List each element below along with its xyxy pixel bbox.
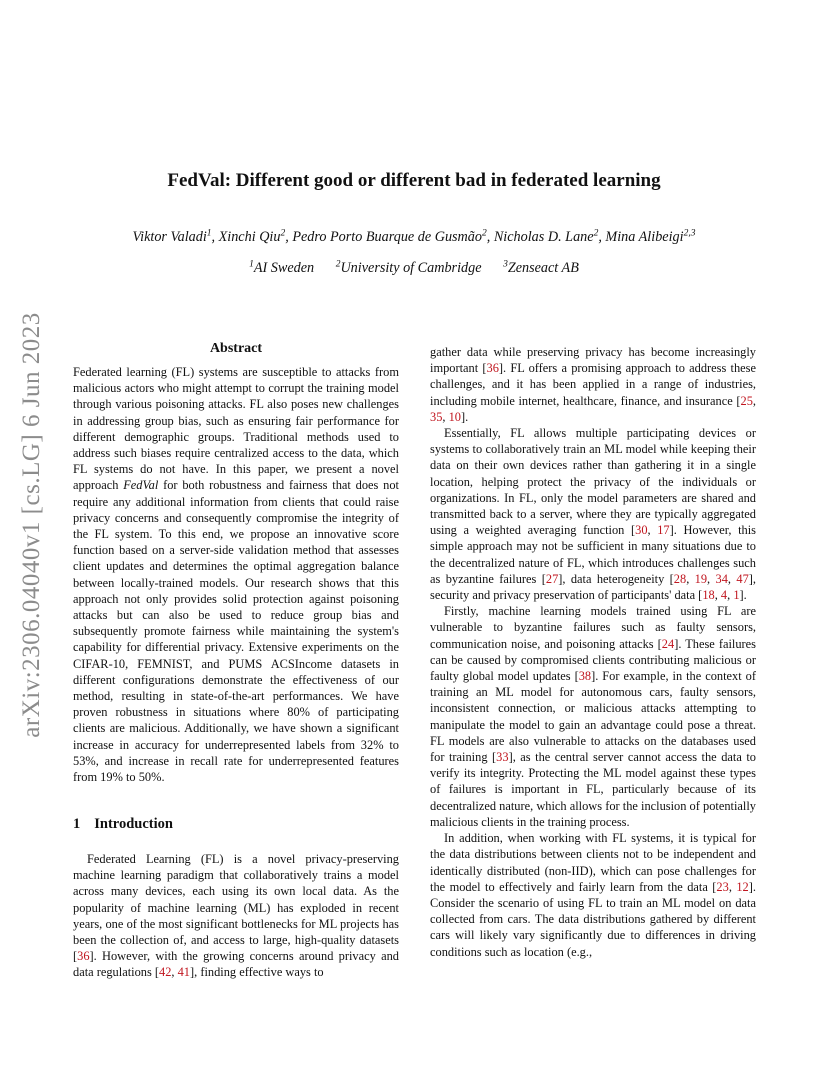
section-number: 1	[73, 816, 81, 832]
author: Viktor Valadi$^1$	[132, 228, 212, 245]
body-paragraph: gather data while preserving privacy has become increasingly important [36]. FL offers a promising approach to address these challenges, and it has been applied in a range of industries, including mobile internet, healthcare, finance, and insurance [25, 35, 10].	[430, 345, 756, 424]
author: Nicholas D. Lane$^2$	[493, 228, 599, 245]
citation-link[interactable]: 35	[430, 409, 443, 424]
abstract-body	[73, 364, 399, 785]
citation-link[interactable]: 34	[715, 571, 728, 586]
right-column	[430, 344, 756, 960]
affiliation: $^1$AI Sweden	[249, 259, 315, 276]
section-heading-introduction	[73, 816, 173, 833]
citation-link[interactable]: 27	[545, 571, 559, 586]
citation-link[interactable]: 41	[177, 965, 190, 980]
citation-link[interactable]: 23	[716, 879, 729, 894]
author-list: Viktor Valadi$^1$, Xinchi Qiu$^2$, Pedro Porto Buarque de Gusmão$^2$, Nicholas D. Lane$^2$, Mina Alibeigi$^{2,3}$	[132, 228, 696, 245]
affiliation: $^3$Zenseact AB	[503, 259, 579, 276]
abstract-paragraph: Federated learning (FL) systems are susceptible to attacks from malicious actors who might attempt to corrupt the training model through various poisoning attacks. FL also poses new challenges in addressing group bias, such as ensuring fair performance for different demographic groups. Traditional methods used to address such biases require centralized access to the data, which FL systems do not have. In this paper, we present a novel approach FedVal for both robustness and fairness that does not require any additional information from clients that could raise privacy concerns and consequently compromise the integrity of the FL system. To this end, we propose an innovative score function based on a server-side validation method that assesses client updates and determines the optimal aggregation balance between locally-trained models. Our research shows that this approach not only provides solid protection against poisoning attacks but can also be used to reduce group bias and subsequently promote fairness while maintaining the system's capability for differential privacy. Extensive experiments on the CIFAR-10, FEMNIST, and PUMS ACSIncome datasets in different configurations demonstrate the effectiveness of our method, resulting in state-of-the-art performances. We have proven robustness in situations where 80% of participating clients are malicious. Additionally, we have shown a significant increase in accuracy for underrepresented labels from 32% to 53%, and increase in recall rate for underrepresented features from 19% to 50%.	[73, 365, 399, 785]
citation-link[interactable]: 47	[736, 571, 749, 586]
body-paragraph: Firstly, machine learning models trained using FL are vulnerable to byzantine failures such as faulty sensors, communication noise, and poisoning attacks [24]. These failures can be caused by compromised clients contributing malicious or faulty global model updates [38]. For example, in the context of training an ML model for autonomous cars, faulty sensors, inconsistent connection, or malicious attacks attempting to manipulate the model to gain an advantage could pose a threat. FL models are also vulnerable to attacks on the databases used for training [33], as the central server cannot access the data to verify its integrity. Protecting the ML model against these types of failures is important in FL, particularly because of its decentralized nature, which allows for the inclusion of potentially malicious clients in the training process.	[430, 604, 757, 829]
citation-link[interactable]: 42	[159, 965, 172, 980]
section-title: Introduction	[94, 816, 173, 832]
arxiv-identifier: arXiv:2306.04040v1 [cs.LG] 6 Jun 2023	[18, 312, 45, 738]
citation-link[interactable]: 1	[733, 588, 740, 603]
author: Pedro Porto Buarque de Gusmão$^2$	[292, 228, 487, 245]
citation-link[interactable]: 28	[673, 571, 687, 586]
citation-link[interactable]: 17	[657, 523, 670, 538]
citation-link[interactable]: 30	[635, 523, 648, 538]
citation-link[interactable]: 36	[77, 949, 90, 964]
author: Xinchi Qiu$^2$	[218, 228, 286, 245]
citation-link[interactable]: 25	[740, 393, 753, 408]
paper-title: FedVal: Different good or different bad in federated learning	[167, 170, 661, 191]
body-paragraph: Essentially, FL allows multiple participating devices or systems to collaboratively train an ML model while keeping their data on their own devices rather than gathering it in a single location, helping protect the privacy of the individuals or organizations. In FL, only the model parameters are shared and transmitted back to a server, where they are typically aggregated using a weighted averaging function [30, 17]. However, this simple approach may not be sufficient in many situations due to the decentralized nature of FL, which introduces challenges such as byzantine failures [27], data heterogeneity [28, 19, 34, 47], security and privacy preservation of participants' data [18, 4, 1].	[430, 426, 756, 603]
affiliation-list	[0, 260, 828, 277]
citation-link[interactable]: 4	[720, 588, 728, 603]
citation-link[interactable]: 33	[496, 750, 509, 765]
citation-link[interactable]: 38	[578, 669, 592, 684]
affiliation: $^2$University of Cambridge	[335, 259, 482, 276]
citation-link[interactable]: 18	[702, 588, 715, 603]
citation-link[interactable]: 36	[486, 361, 499, 376]
arxiv-sidebar	[12, 290, 52, 760]
body-paragraph: In addition, when working with FL systems, it is typical for the data distributions between clients not to be independent and identically distributed (non-IID), which can pose challenges for the model to effectively and fairly learn from the data [23, 12]. Consider the scenario of using FL to train an ML model on data collected from cars. The data distributions gathered by different cars will likely vary significantly due to differences in driving conditions such as location (e.g.,	[430, 831, 756, 959]
intro-paragraph: Federated Learning (FL) is a novel privacy-preserving machine learning paradigm that collaboratively trains a model across many devices, each using its own local data. As the popularity of machine learning (ML) has exploded in recent years, one of the most significant bottlenecks for ML projects has been the collection of, and access to large, high-quality datasets [36]. However, with the growing concerns around privacy and data regulations [42, 41], finding effective ways to	[73, 852, 399, 980]
introduction-left-column	[73, 851, 399, 981]
citation-link[interactable]: 24	[661, 636, 675, 651]
citation-link[interactable]: 10	[448, 409, 461, 424]
author: Mina Alibeigi$^{2,3}$	[605, 228, 696, 245]
citation-link[interactable]: 19	[694, 571, 708, 586]
abstract-heading: Abstract	[209, 341, 263, 356]
citation-link[interactable]: 12	[736, 879, 749, 894]
